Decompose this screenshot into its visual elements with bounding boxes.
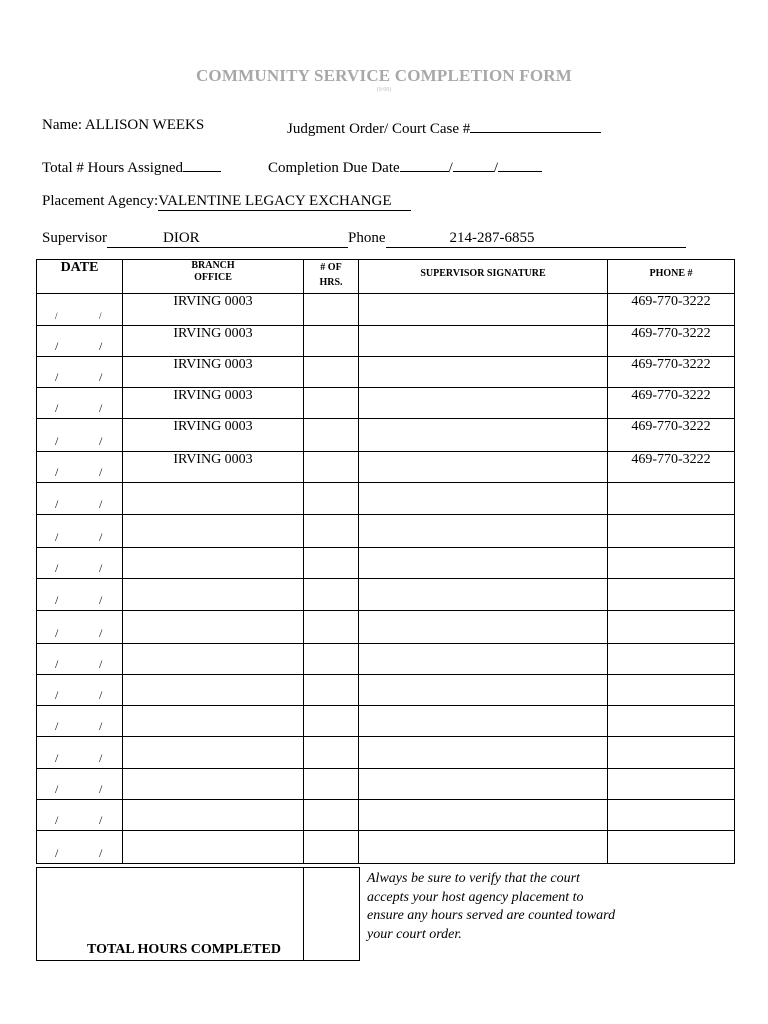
branch-cell[interactable]: IRVING 0003 <box>123 294 304 326</box>
table-row <box>37 737 735 769</box>
form-title: COMMUNITY SERVICE COMPLETION FORM <box>195 66 573 85</box>
service-log-table <box>36 259 735 864</box>
table-row <box>37 483 735 515</box>
date-slash-2: / <box>99 497 103 511</box>
hours-cell[interactable] <box>304 388 359 419</box>
agency-label: Placement Agency: <box>42 193 159 209</box>
table-row <box>37 452 735 483</box>
signature-cell[interactable] <box>359 769 608 800</box>
due-sep-2: / <box>493 160 498 176</box>
date-slash-2: / <box>99 846 103 860</box>
date-slash-1: / <box>55 401 59 415</box>
signature-cell[interactable] <box>359 452 608 483</box>
phone-cell[interactable] <box>608 611 735 644</box>
date-slash-1: / <box>55 370 59 384</box>
hours-cell[interactable] <box>304 548 359 579</box>
branch-cell[interactable]: IRVING 0003 <box>123 326 304 357</box>
branch-cell[interactable] <box>123 579 304 611</box>
signature-cell[interactable] <box>359 294 608 326</box>
phone-cell[interactable] <box>608 515 735 548</box>
phone-cell[interactable] <box>608 831 735 864</box>
hours-cell[interactable] <box>304 483 359 515</box>
signature-cell[interactable] <box>359 831 608 864</box>
phone-cell[interactable]: 469-770-3222 <box>608 419 735 452</box>
signature-cell[interactable] <box>359 579 608 611</box>
phone-value: 214-287-6855 <box>449 230 535 246</box>
hours-header-line2: HRS. <box>319 277 343 288</box>
hours-header-line1: # OF <box>320 262 342 273</box>
table-row <box>37 326 735 357</box>
table-row <box>37 388 735 419</box>
date-slash-1: / <box>55 434 59 448</box>
date-slash-2: / <box>99 751 103 765</box>
supervisor-label: Supervisor <box>42 230 107 246</box>
table-row <box>37 706 735 737</box>
agency-line <box>42 193 411 211</box>
date-cell[interactable] <box>37 326 123 357</box>
branch-cell[interactable] <box>123 483 304 515</box>
hours-line <box>42 156 221 177</box>
date-slash-2: / <box>99 311 102 321</box>
branch-header-line1: BRANCH <box>191 260 235 271</box>
hours-cell[interactable] <box>304 800 359 831</box>
hours-cell[interactable] <box>304 357 359 388</box>
form-revision: (9/09) <box>376 87 392 93</box>
table-row <box>37 831 735 864</box>
date-slash-1: / <box>55 782 59 796</box>
phone-cell[interactable]: 469-770-3222 <box>608 452 735 483</box>
date-cell[interactable] <box>37 611 123 644</box>
date-cell[interactable] <box>37 675 123 706</box>
judgment-line <box>287 117 601 138</box>
name-label: Name: <box>42 117 82 133</box>
branch-cell[interactable] <box>123 644 304 675</box>
table-header-row <box>37 260 735 294</box>
date-slash-1: / <box>55 626 59 640</box>
date-slash-2: / <box>99 530 103 544</box>
name-line <box>42 117 204 134</box>
phone-cell[interactable]: 469-770-3222 <box>608 388 735 419</box>
branch-cell[interactable] <box>123 611 304 644</box>
branch-header <box>123 260 304 294</box>
hours-cell[interactable] <box>304 326 359 357</box>
judgment-blank[interactable] <box>470 117 601 133</box>
total-hours-label: TOTAL HOURS COMPLETED <box>87 942 281 957</box>
table-row <box>37 675 735 706</box>
date-slash-2: / <box>99 434 103 448</box>
date-cell[interactable] <box>37 831 123 864</box>
hours-cell[interactable] <box>304 452 359 483</box>
hours-cell[interactable] <box>304 579 359 611</box>
branch-cell[interactable]: IRVING 0003 <box>123 452 304 483</box>
branch-cell[interactable]: IRVING 0003 <box>123 357 304 388</box>
signature-cell[interactable] <box>359 515 608 548</box>
date-slash-1: / <box>55 311 58 321</box>
signature-cell[interactable] <box>359 419 608 452</box>
due-sep-1: / <box>448 160 453 176</box>
signature-cell[interactable] <box>359 706 608 737</box>
date-slash-1: / <box>55 497 59 511</box>
date-slash-2: / <box>99 813 103 827</box>
date-slash-2: / <box>99 719 103 733</box>
branch-cell[interactable] <box>123 769 304 800</box>
phone-cell[interactable] <box>608 675 735 706</box>
phone-cell[interactable]: 469-770-3222 <box>608 357 735 388</box>
date-cell[interactable] <box>37 769 123 800</box>
hours-cell[interactable] <box>304 769 359 800</box>
agency-value[interactable]: VALENTINE LEGACY EXCHANGE <box>158 193 411 211</box>
branch-cell[interactable]: IRVING 0003 <box>123 419 304 452</box>
date-slash-1: / <box>55 657 59 671</box>
branch-cell[interactable] <box>123 675 304 706</box>
table-row <box>37 644 735 675</box>
hours-label: Total # Hours Assigned <box>42 160 184 176</box>
due-line <box>268 156 542 177</box>
signature-cell[interactable] <box>359 357 608 388</box>
date-slash-1: / <box>55 813 59 827</box>
date-slash-2: / <box>99 465 103 479</box>
date-slash-2: / <box>99 626 103 640</box>
signature-header: SUPERVISOR SIGNATURE <box>359 260 608 294</box>
phone-cell[interactable] <box>608 769 735 800</box>
phone-cell[interactable]: 469-770-3222 <box>608 326 735 357</box>
date-slash-1: / <box>55 530 59 544</box>
branch-cell[interactable]: IRVING 0003 <box>123 388 304 419</box>
date-slash-2: / <box>99 782 103 796</box>
due-label: Completion Due Date <box>268 160 400 176</box>
date-slash-2: / <box>99 561 103 575</box>
date-slash-2: / <box>99 401 103 415</box>
table-row <box>37 294 735 326</box>
date-slash-1: / <box>55 719 59 733</box>
court-note: Always be sure to verify that the court accepts your host agency placement to ensure any hours served are counted toward your court order. <box>367 871 616 942</box>
supervisor-value: DIOR <box>163 230 200 246</box>
date-cell[interactable] <box>37 483 123 515</box>
table-row <box>37 548 735 579</box>
date-cell[interactable] <box>37 388 123 419</box>
date-slash-1: / <box>55 561 59 575</box>
branch-cell[interactable] <box>123 515 304 548</box>
branch-cell[interactable] <box>123 706 304 737</box>
date-cell[interactable] <box>37 548 123 579</box>
total-hours-cell[interactable] <box>304 868 360 961</box>
hours-cell[interactable] <box>304 831 359 864</box>
date-slash-1: / <box>55 465 59 479</box>
phone-cell[interactable] <box>608 548 735 579</box>
hours-cell[interactable] <box>304 419 359 452</box>
date-cell[interactable] <box>37 419 123 452</box>
supervisor-line <box>42 230 686 248</box>
branch-header-line2: OFFICE <box>194 272 232 283</box>
signature-cell[interactable] <box>359 548 608 579</box>
due-month-blank[interactable] <box>400 156 449 172</box>
phone-cell[interactable] <box>608 800 735 831</box>
date-slash-2: / <box>99 688 103 702</box>
name-value[interactable]: ALLISON WEEKS <box>84 117 205 133</box>
signature-cell[interactable] <box>359 388 608 419</box>
signature-cell[interactable] <box>359 611 608 644</box>
hours-cell[interactable] <box>304 675 359 706</box>
date-slash-2: / <box>99 593 103 607</box>
branch-cell[interactable] <box>123 831 304 864</box>
hours-blank[interactable] <box>183 156 221 172</box>
date-cell[interactable] <box>37 579 123 611</box>
signature-cell[interactable] <box>359 675 608 706</box>
phone-cell[interactable] <box>608 644 735 675</box>
date-cell[interactable] <box>37 452 123 483</box>
branch-cell[interactable] <box>123 548 304 579</box>
date-slash-2: / <box>99 657 103 671</box>
date-slash-1: / <box>55 593 59 607</box>
phone-header: PHONE # <box>608 260 735 294</box>
hours-cell[interactable] <box>304 644 359 675</box>
date-slash-1: / <box>55 846 59 860</box>
phone-cell[interactable] <box>608 737 735 769</box>
table-row <box>37 579 735 611</box>
date-cell[interactable] <box>37 800 123 831</box>
date-cell[interactable] <box>37 737 123 769</box>
hours-cell[interactable] <box>304 611 359 644</box>
date-slash-1: / <box>55 688 59 702</box>
table-row <box>37 419 735 452</box>
signature-cell[interactable] <box>359 737 608 769</box>
hours-header <box>304 260 359 294</box>
date-slash-1: / <box>55 751 59 765</box>
branch-cell[interactable] <box>123 737 304 769</box>
table-row <box>37 800 735 831</box>
date-header: DATE <box>37 260 123 294</box>
table-row <box>37 769 735 800</box>
hours-cell[interactable] <box>304 515 359 548</box>
table-row <box>37 515 735 548</box>
phone-cell[interactable]: 469-770-3222 <box>608 294 735 326</box>
hours-cell[interactable] <box>304 737 359 769</box>
date-cell[interactable] <box>37 294 123 326</box>
phone-label: Phone <box>348 230 386 246</box>
date-cell[interactable] <box>37 515 123 548</box>
hours-cell[interactable] <box>304 706 359 737</box>
hours-cell[interactable] <box>304 294 359 326</box>
signature-cell[interactable] <box>359 800 608 831</box>
signature-cell[interactable] <box>359 644 608 675</box>
branch-cell[interactable] <box>123 800 304 831</box>
supervisor-field[interactable] <box>107 230 348 248</box>
phone-cell[interactable] <box>608 706 735 737</box>
date-cell[interactable] <box>37 644 123 675</box>
signature-cell[interactable] <box>359 483 608 515</box>
date-cell[interactable] <box>37 357 123 388</box>
date-slash-2: / <box>99 339 103 353</box>
date-cell[interactable] <box>37 706 123 737</box>
phone-cell[interactable] <box>608 579 735 611</box>
table-row <box>37 611 735 644</box>
signature-cell[interactable] <box>359 326 608 357</box>
phone-field[interactable] <box>386 230 686 248</box>
phone-cell[interactable] <box>608 483 735 515</box>
due-year-blank[interactable] <box>498 156 542 172</box>
judgment-label: Judgment Order/ Court Case # <box>287 121 471 137</box>
table-row <box>37 357 735 388</box>
due-day-blank[interactable] <box>453 156 494 172</box>
date-slash-1: / <box>55 339 59 353</box>
date-slash-2: / <box>99 370 103 384</box>
